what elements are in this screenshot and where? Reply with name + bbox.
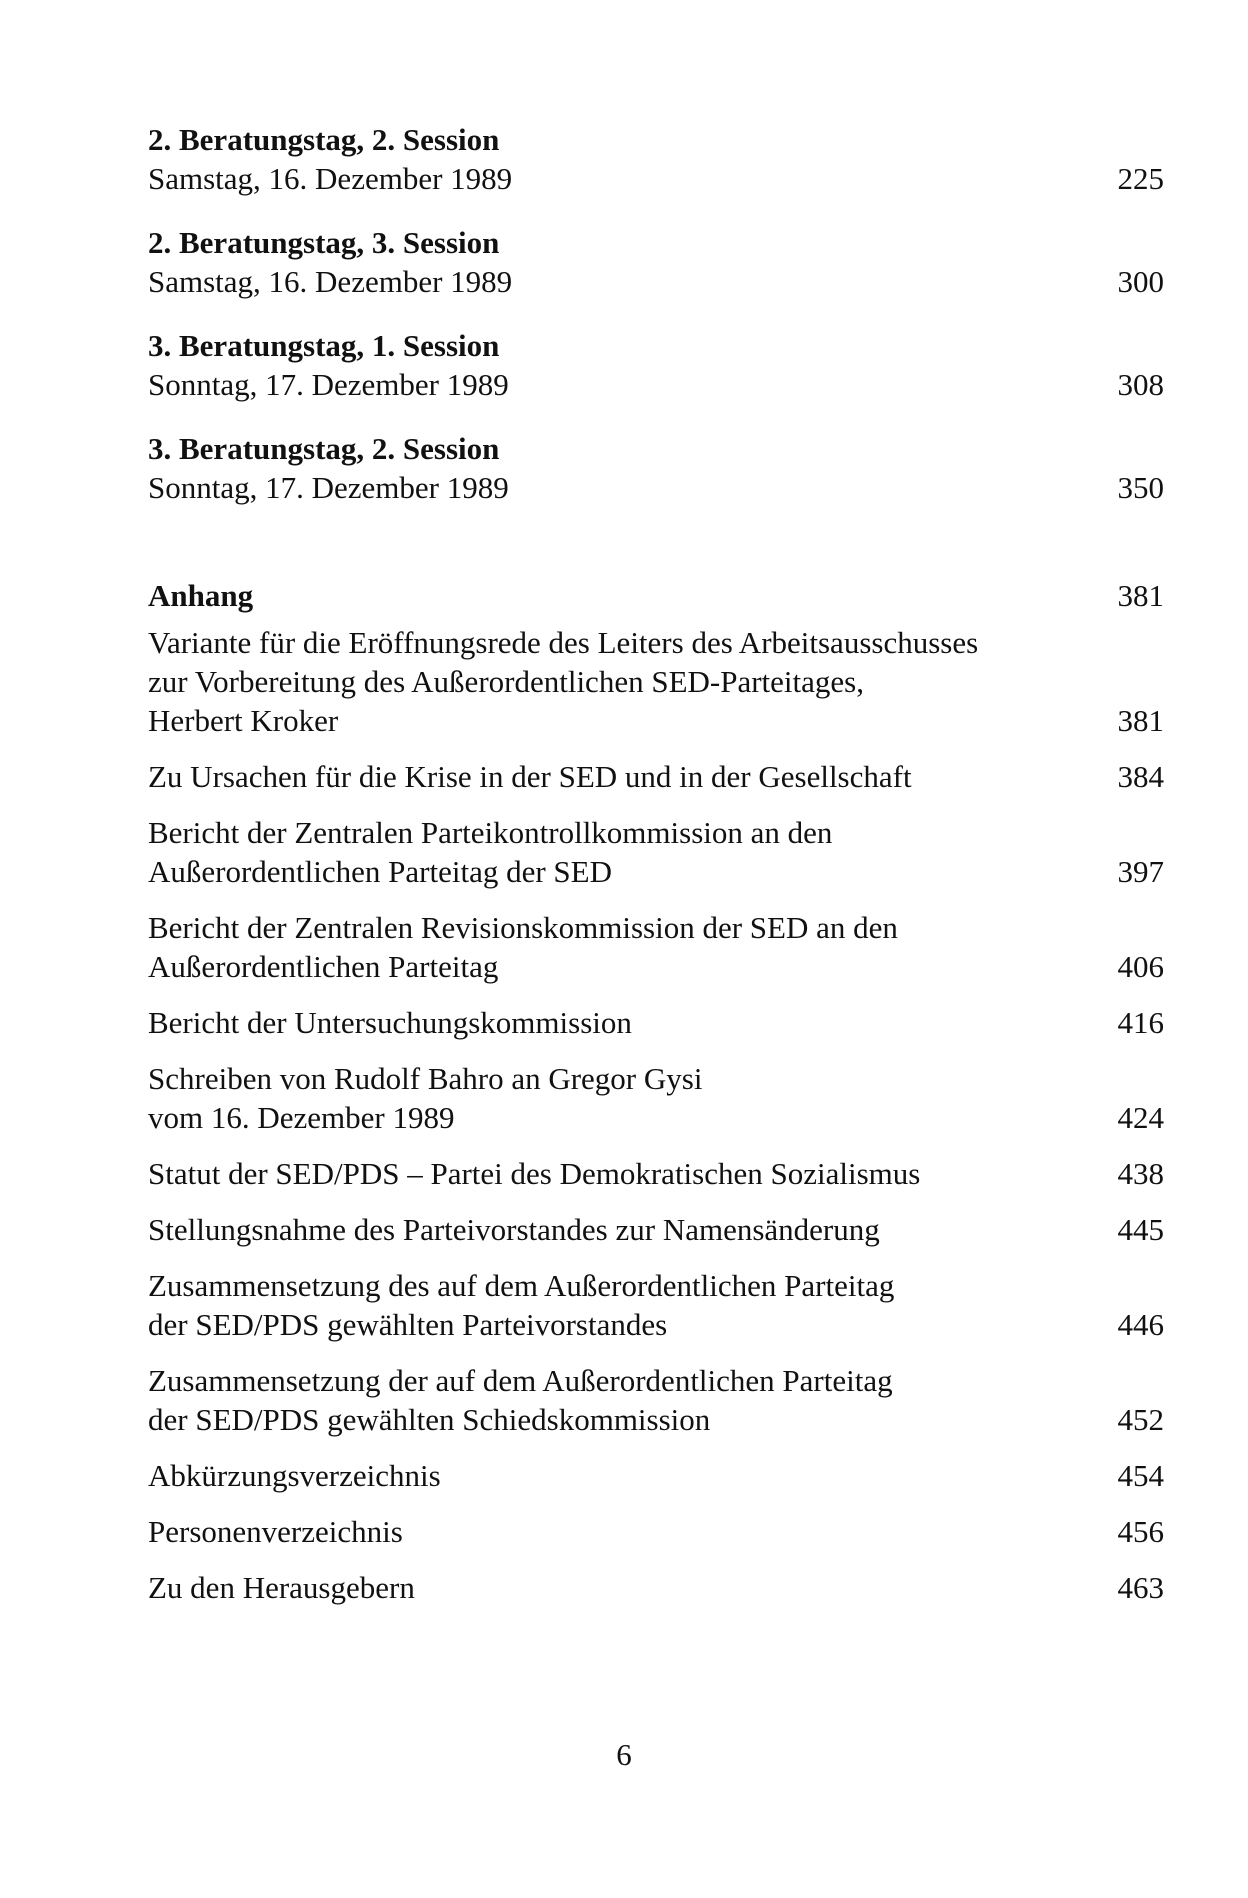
entry-title-line: Abkürzungsverzeichnis — [148, 1458, 441, 1493]
toc-section-heading — [148, 576, 1164, 615]
entry-title-line: Statut der SED/PDS – Partei des Demokratischen Sozialismus — [148, 1156, 921, 1191]
page-reference: 416 — [1117, 1005, 1164, 1040]
session-date: Samstag, 16. Dezember 1989 — [148, 264, 513, 299]
entry-title-line: Variante für die Eröffnungsrede des Leiters des Arbeitsausschusses — [148, 625, 979, 660]
toc-entry — [148, 1512, 1164, 1551]
page-reference: 225 — [1117, 161, 1164, 196]
page-reference: 381 — [1117, 703, 1164, 738]
entry-title-line: Stellungsnahme des Parteivorstandes zur Namensänderung — [148, 1212, 880, 1247]
toc-entry — [148, 1361, 1164, 1439]
session-date: Sonntag, 17. Dezember 1989 — [148, 470, 509, 505]
session-date: Samstag, 16. Dezember 1989 — [148, 161, 513, 196]
toc-entry-session — [148, 120, 1164, 198]
page-reference: 454 — [1117, 1458, 1164, 1493]
toc-entry — [148, 1210, 1164, 1249]
page-reference: 446 — [1117, 1307, 1164, 1342]
anhang-entry-list — [148, 623, 1164, 1607]
entry-title-line: vom 16. Dezember 1989 — [148, 1100, 455, 1135]
entry-title-line: der SED/PDS gewählten Parteivorstandes — [148, 1307, 668, 1342]
entry-title-line: Außerordentlichen Parteitag der SED — [148, 854, 612, 889]
toc-entry — [148, 1568, 1164, 1607]
toc-entry — [148, 1154, 1164, 1193]
page-reference: 350 — [1117, 470, 1164, 505]
page-reference: 381 — [1117, 578, 1164, 613]
entry-title-line: Zusammensetzung der auf dem Außerordentlichen Parteitag — [148, 1363, 893, 1398]
toc-entry — [148, 1059, 1164, 1137]
entry-title-line: Bericht der Zentralen Parteikontrollkommission an den — [148, 815, 833, 850]
entry-title-line: Personenverzeichnis — [148, 1514, 403, 1549]
page-reference: 384 — [1117, 759, 1164, 794]
toc-entry — [148, 1003, 1164, 1042]
entry-title-line: Schreiben von Rudolf Bahro an Gregor Gysi — [148, 1061, 703, 1096]
entry-title-line: zur Vorbereitung des Außerordentlichen SED-Parteitages, — [148, 664, 864, 699]
entry-title-line: Außerordentlichen Parteitag — [148, 949, 499, 984]
page-reference: 406 — [1117, 949, 1164, 984]
toc-entry — [148, 1266, 1164, 1344]
page-reference: 308 — [1117, 367, 1164, 402]
entry-title-line: Bericht der Untersuchungskommission — [148, 1005, 632, 1040]
toc-entry-session — [148, 429, 1164, 507]
toc-entry — [148, 813, 1164, 891]
page-reference: 300 — [1117, 264, 1164, 299]
page-reference: 424 — [1117, 1100, 1164, 1135]
page-reference: 463 — [1117, 1570, 1164, 1605]
entry-title-line: Zusammensetzung des auf dem Außerordentlichen Parteitag — [148, 1268, 895, 1303]
entry-title-line: Bericht der Zentralen Revisionskommission der SED an den — [148, 910, 898, 945]
toc-entry — [148, 623, 1164, 740]
toc-entry — [148, 1456, 1164, 1495]
entry-title-line: Zu Ursachen für die Krise in der SED und in der Gesellschaft — [148, 759, 912, 794]
page-reference: 452 — [1117, 1402, 1164, 1437]
session-title: 2. Beratungstag, 3. Session — [148, 225, 500, 260]
toc-entry — [148, 908, 1164, 986]
entry-title-line: Herbert Kroker — [148, 703, 339, 738]
session-title: 3. Beratungstag, 2. Session — [148, 431, 500, 466]
page-number: 6 — [616, 1737, 632, 1772]
toc-entry-session — [148, 223, 1164, 301]
page-reference: 445 — [1117, 1212, 1164, 1247]
page-reference: 438 — [1117, 1156, 1164, 1191]
page-reference: 456 — [1117, 1514, 1164, 1549]
table-of-contents — [148, 120, 1164, 1624]
entry-title-line: der SED/PDS gewählten Schiedskommission — [148, 1402, 711, 1437]
toc-entry-session — [148, 326, 1164, 404]
page-reference: 397 — [1117, 854, 1164, 889]
session-title: 2. Beratungstag, 2. Session — [148, 122, 500, 157]
session-title: 3. Beratungstag, 1. Session — [148, 328, 500, 363]
section-heading-anhang: Anhang — [148, 578, 254, 613]
session-date: Sonntag, 17. Dezember 1989 — [148, 367, 509, 402]
entry-title-line: Zu den Herausgebern — [148, 1570, 415, 1605]
toc-entry — [148, 757, 1164, 796]
